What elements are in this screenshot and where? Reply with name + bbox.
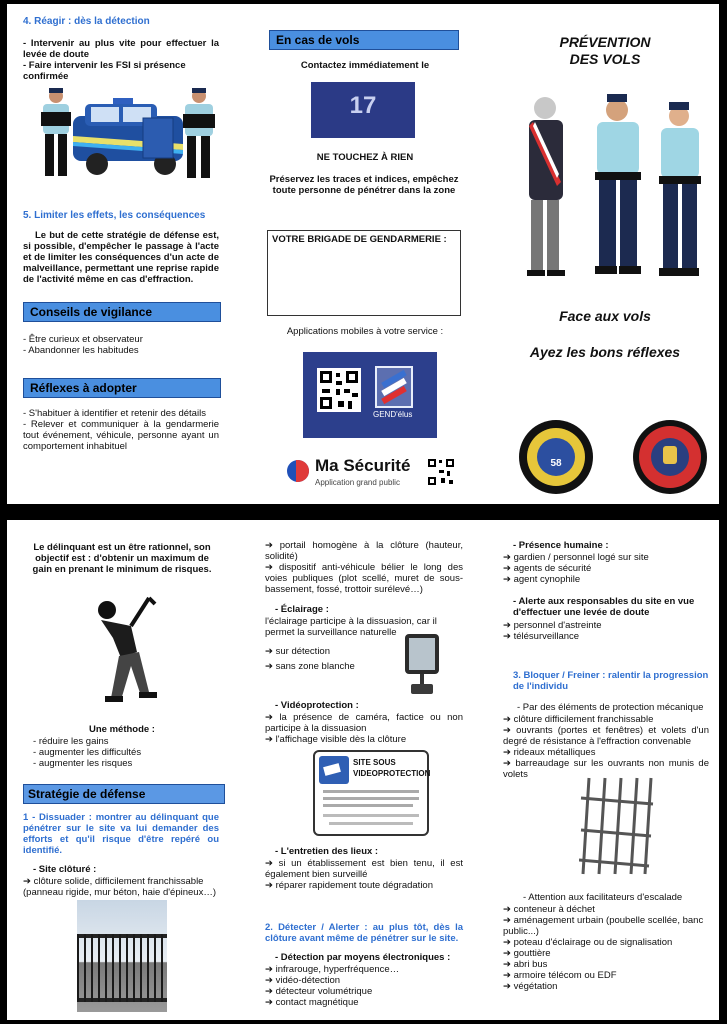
window-bars-illustration bbox=[579, 774, 655, 878]
cover-title-line1: PRÉVENTION bbox=[559, 34, 651, 50]
cloture-extra-item: ➔ dispositif anti-véhicule bélier le long des voies publiques (plot scellé, muret de sous-bassement, fossé, trottoir surélevé…) bbox=[265, 562, 463, 595]
entretien-list bbox=[265, 858, 463, 891]
attention-list bbox=[503, 904, 709, 992]
eclairage-item: ➔ sans zone blanche bbox=[265, 661, 385, 672]
limiter-text: Le but de cette stratégie de défense est, si possible, d'empêcher le passage à l'acte et de limiter les conséquences d'un acte de malveillance, permettant une reprise rapide de l'activité même en cas d'effraction. bbox=[23, 230, 219, 285]
bloquer-text: 3. Bloquer / Freiner : ralentir la progression de l'individu bbox=[513, 670, 709, 692]
reflexes-item: - S'habituer à identifier et retenir des détails bbox=[23, 408, 206, 419]
ma-securite-subtitle: Application grand public bbox=[315, 478, 400, 487]
video-item: ➔ l'affichage visible dès la clôture bbox=[265, 734, 463, 745]
video-list bbox=[265, 712, 463, 745]
site-cloture-title: - Site clôturé : bbox=[33, 864, 97, 875]
cover-tagline: Ayez les bons réflexes bbox=[529, 344, 681, 360]
presence-item: ➔ agents de sécurité bbox=[503, 563, 709, 574]
brochure-front bbox=[7, 4, 719, 504]
alerte-title: - Alerte aux responsables du site en vue d'effectuer une levée de doute bbox=[513, 596, 695, 618]
conseils-heading: Conseils de vigilance bbox=[23, 302, 221, 322]
eclairage-text: l'éclairage participe à la dissuasion, car il permet la surveillance naturelle bbox=[265, 616, 437, 638]
floodlight-icon bbox=[401, 632, 445, 698]
detection-item: ➔ vidéo-détection bbox=[265, 975, 463, 986]
cover-title-line2: DES VOLS bbox=[569, 51, 641, 67]
attention-item: ➔ armoire télécom ou EDF bbox=[503, 970, 709, 981]
front-right-column bbox=[491, 4, 719, 504]
presence-title: - Présence humaine : bbox=[513, 540, 609, 551]
dissuader-text: 1 - Dissuader : montrer au délinquant que pénétrer sur le site va lui demander des efforts et qu'il risque d'être repéré ou identifié. bbox=[23, 812, 219, 856]
eclairage-list bbox=[265, 646, 385, 672]
preservez-text: Préservez les traces et indices, empêchez toute personne de pénétrer dans la zone bbox=[269, 174, 459, 196]
protection-item: ➔ ouvrants (portes et fenêtres) et volets d'un degré de résistance à l'effraction convenable bbox=[503, 725, 709, 747]
ma-securite-title: Ma Sécurité bbox=[315, 456, 411, 475]
methode-item: - augmenter les risques bbox=[33, 758, 223, 769]
padlock-icon bbox=[663, 446, 677, 464]
protection-item: ➔ barreaudage sur les ouvrants non munis de volets bbox=[503, 758, 709, 780]
limiter-title: 5. Limiter les effets, les conséquences bbox=[23, 210, 206, 221]
emergency-number-box bbox=[311, 82, 415, 138]
protection-item: ➔ clôture difficilement franchissable bbox=[503, 714, 709, 725]
sign-title-1: SITE SOUS bbox=[353, 758, 396, 767]
cover-subtitle: Face aux vols bbox=[559, 308, 651, 324]
reagir-item-1: - Intervenir au plus vite pour effectuer la levée de doute bbox=[23, 38, 219, 60]
entretien-item: ➔ réparer rapidement toute dégradation bbox=[265, 880, 463, 891]
presence-item: ➔ gardien / personnel logé sur site bbox=[503, 552, 709, 563]
attention-item: ➔ végétation bbox=[503, 981, 709, 992]
alerte-item: ➔ télésurveillance bbox=[503, 631, 709, 642]
reagir-title: 4. Réagir : dès la détection bbox=[23, 16, 150, 27]
cover-title bbox=[491, 34, 719, 68]
methode-item: - réduire les gains bbox=[33, 736, 223, 747]
protection-item: ➔ rideaux métalliques bbox=[503, 747, 709, 758]
presence-list bbox=[503, 552, 709, 585]
front-left-column bbox=[7, 4, 235, 504]
methode-item: - augmenter les difficultés bbox=[33, 747, 223, 758]
qr-code-icon bbox=[317, 368, 361, 412]
detection-list bbox=[265, 964, 463, 1008]
cloture-extra-item: ➔ portail homogène à la clôture (hauteur, solidité) bbox=[265, 540, 463, 562]
attention-title: - Attention aux facilitateurs d'escalade bbox=[523, 892, 683, 903]
methode-title: Une méthode : bbox=[89, 724, 155, 735]
brochure-back bbox=[7, 520, 719, 1020]
alerte-item: ➔ personnel d'astreinte bbox=[503, 620, 709, 631]
videoprotection-sign bbox=[313, 750, 429, 836]
detection-title: - Détection par moyens électroniques : bbox=[275, 952, 451, 963]
detection-item: ➔ infrarouge, hyperfréquence… bbox=[265, 964, 463, 975]
mayor-and-gendarmes-illustration bbox=[521, 86, 711, 296]
gendelus-logo-icon bbox=[375, 366, 413, 408]
vols-heading: En cas de vols bbox=[269, 30, 459, 50]
protection-list bbox=[503, 714, 709, 780]
attention-item: ➔ aménagement urbain (poubelle scellée, banc public...) bbox=[503, 915, 709, 937]
entretien-item: ➔ si un établissement est bien tenu, il est également bien surveillé bbox=[265, 858, 463, 880]
site-cloture-item: ➔ clôture solide, difficilement franchissable (panneau rigide, mur béton, haie d'épineux…) bbox=[23, 876, 219, 898]
reflexes-item: - Relever et communiquer à la gendarmerie tout événement, véhicule, personne ayant un comportement inhabituel bbox=[23, 419, 219, 452]
attention-item: ➔ conteneur à déchet bbox=[503, 904, 709, 915]
gendarmes-car-illustration bbox=[25, 86, 225, 196]
contact-text: Contactez immédiatement le bbox=[300, 60, 430, 71]
eclairage-item: ➔ sur détection bbox=[265, 646, 385, 657]
video-item: ➔ la présence de caméra, factice ou non participe à la dissuasion bbox=[265, 712, 463, 734]
ma-securite-app bbox=[285, 456, 465, 492]
protection-title: - Par des éléments de protection mécanique bbox=[517, 702, 704, 713]
burglar-silhouette bbox=[91, 592, 171, 712]
sign-title-2: VIDEOPROTECTION bbox=[353, 769, 431, 778]
reflexes-heading: Réflexes à adopter bbox=[23, 378, 221, 398]
cloture-extra-list bbox=[265, 540, 463, 595]
brigade-box bbox=[267, 230, 461, 316]
attention-item: ➔ abri bus bbox=[503, 959, 709, 970]
camera-icon bbox=[319, 756, 349, 784]
applications-text: Applications mobiles à votre service : bbox=[286, 326, 444, 337]
gendelus-label: GEND'élus bbox=[373, 410, 413, 419]
conseils-list bbox=[23, 334, 219, 356]
reflexes-list bbox=[23, 408, 219, 452]
gendarmerie-nievre-seal bbox=[519, 420, 593, 494]
emergency-number: 17 bbox=[349, 92, 377, 119]
site-cloture-list bbox=[23, 876, 219, 898]
gendelus-app-card bbox=[303, 352, 437, 438]
touchez-text: NE TOUCHEZ À RIEN bbox=[316, 152, 414, 163]
prevention-surete-seal bbox=[633, 420, 707, 494]
qr-code-icon bbox=[427, 458, 455, 486]
attention-item: ➔ gouttière bbox=[503, 948, 709, 959]
detection-item: ➔ détecteur volumétrique bbox=[265, 986, 463, 997]
video-title: - Vidéoprotection : bbox=[275, 700, 359, 711]
conseils-item: - Abandonner les habitudes bbox=[23, 345, 139, 356]
seal-number: 58 bbox=[550, 458, 562, 469]
intro-text: Le délinquant est un être rationnel, son objectif est : d'obtenir un maximum de gain en prenant le minimum de risques. bbox=[32, 542, 212, 575]
brigade-label: VOTRE BRIGADE DE GENDARMERIE : bbox=[272, 234, 447, 245]
ma-securite-logo-icon bbox=[287, 460, 309, 482]
fence-photo bbox=[77, 900, 167, 1012]
entretien-title: - L'entretien des lieux : bbox=[275, 846, 379, 857]
presence-item: ➔ agent cynophile bbox=[503, 574, 709, 585]
alerte-list bbox=[503, 620, 709, 642]
back-right-column bbox=[487, 520, 719, 1020]
eclairage-title: - Éclairage : bbox=[275, 604, 329, 615]
attention-item: ➔ poteau d'éclairage ou de signalisation bbox=[503, 937, 709, 948]
detecter-text: 2. Détecter / Alerter : au plus tôt, dès la clôture avant même de pénétrer sur le site. bbox=[265, 922, 463, 944]
methode-list bbox=[33, 736, 223, 769]
back-middle-column bbox=[247, 520, 473, 1020]
front-middle-column bbox=[245, 4, 481, 504]
strategie-heading: Stratégie de défense bbox=[23, 784, 225, 804]
back-left-column bbox=[7, 520, 235, 1020]
reagir-item-2: - Faire intervenir les FSI si présence confirmée bbox=[23, 60, 186, 82]
conseils-item: - Être curieux et observateur bbox=[23, 334, 143, 345]
detection-item: ➔ contact magnétique bbox=[265, 997, 463, 1008]
